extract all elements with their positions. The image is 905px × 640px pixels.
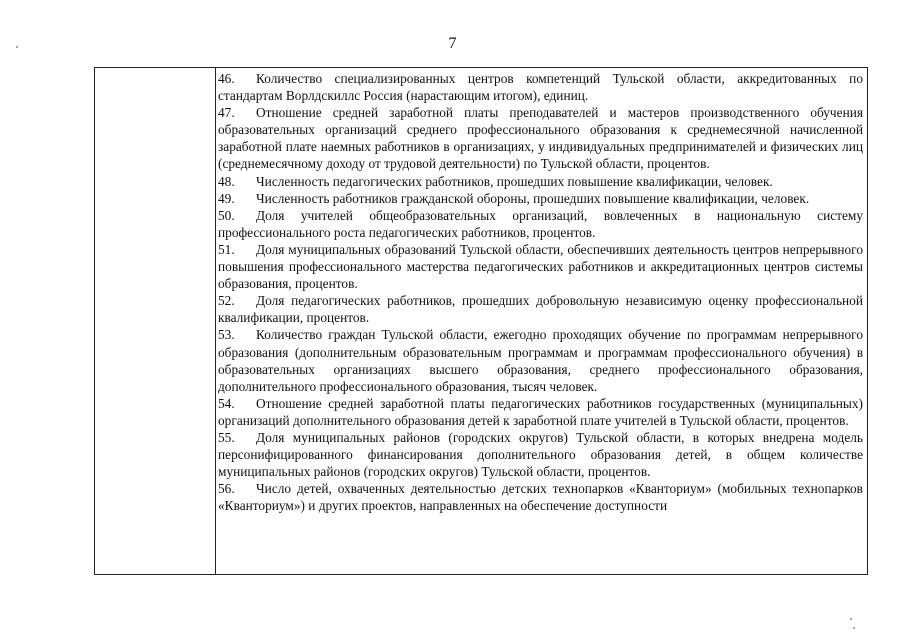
item-number: 47. <box>218 105 235 121</box>
list-item <box>218 292 863 326</box>
scan-speck <box>850 618 852 620</box>
item-text: Доля муниципальных образований Тульской области, обеспечивших деятельность центров непрерывного повышения профессионального мастерства педагогических работников и аккредитационных центров системы образования, процентов. <box>218 241 863 292</box>
scan-speck <box>16 46 18 48</box>
list-item <box>218 326 863 394</box>
table-left-column <box>95 68 216 574</box>
list-item <box>218 429 863 480</box>
item-number: 53. <box>218 327 235 343</box>
item-number: 54. <box>218 395 235 411</box>
item-text: Количество специализированных центров компетенций Тульской области, аккредитованных по стандартам Ворлдскиллс Россия (нарастающим итогом), единиц. <box>218 71 863 104</box>
list-item <box>218 173 863 190</box>
indicator-table <box>94 67 868 575</box>
item-text: Количество граждан Тульской области, ежегодно проходящих обучение по программам непрерывного образования (дополнительным образовательным программам и программам профессионального обучения) в образовательных организациях высшего образования, среднего профессионального образования, дополнительного профессионального образования, тысяч человек. <box>218 327 863 394</box>
item-number: 51. <box>218 241 235 257</box>
item-text: Доля педагогических работников, прошедших добровольную независимую оценку профессиональной квалификации, процентов. <box>218 293 863 326</box>
list-item <box>218 395 863 429</box>
item-text: Доля муниципальных районов (городских округов) Тульской области, в которых внедрена модель персонифицированного финансирования дополнительного образования детей, в общем количестве муниципальных районов (городских округов) Тульской области, процентов. <box>218 429 863 480</box>
scan-speck <box>853 627 855 629</box>
table-right-column <box>216 68 867 574</box>
item-text: Отношение средней заработной платы преподавателей и мастеров производственного обучения образовательных организаций среднего профессионального образования к среднемесячной начисленной заработной плате наемных работников в организациях, у индивидуальных предпринимателей и физических лиц (среднемесячному доходу от трудовой деятельности) по Тульской области, процентов. <box>218 105 863 172</box>
item-number: 46. <box>218 71 235 86</box>
item-text: Доля учителей общеобразовательных организаций, вовлеченных в национальную систему профессионального роста педагогических работников, процентов. <box>218 207 863 240</box>
item-number: 50. <box>218 207 235 223</box>
item-text: Отношение средней заработной платы педагогических работников государственных (муниципальных) организаций дополнительного образования детей к заработной плате учителей в Тульской области, процентов. <box>218 395 863 428</box>
list-item <box>218 241 863 292</box>
list-item <box>218 190 863 207</box>
list-item <box>218 104 863 172</box>
item-text: Численность педагогических работников, прошедших повышение квалификации, человек. <box>256 173 773 189</box>
item-number: 49. <box>218 190 235 206</box>
item-text: Численность работников гражданской обороны, прошедших повышение квалификации, человек. <box>256 190 810 206</box>
item-number: 55. <box>218 429 235 445</box>
item-number: 56. <box>218 481 235 497</box>
item-text: Число детей, охваченных деятельностью детских технопарков «Кванториум» (мобильных технопарков «Кванториум») и других проектов, направленных на обеспечение доступности <box>218 481 863 514</box>
list-item <box>218 207 863 241</box>
page-number: 7 <box>448 35 457 52</box>
list-item <box>218 70 863 104</box>
item-number: 48. <box>218 173 235 189</box>
item-number: 52. <box>218 293 235 309</box>
list-item <box>218 480 863 514</box>
